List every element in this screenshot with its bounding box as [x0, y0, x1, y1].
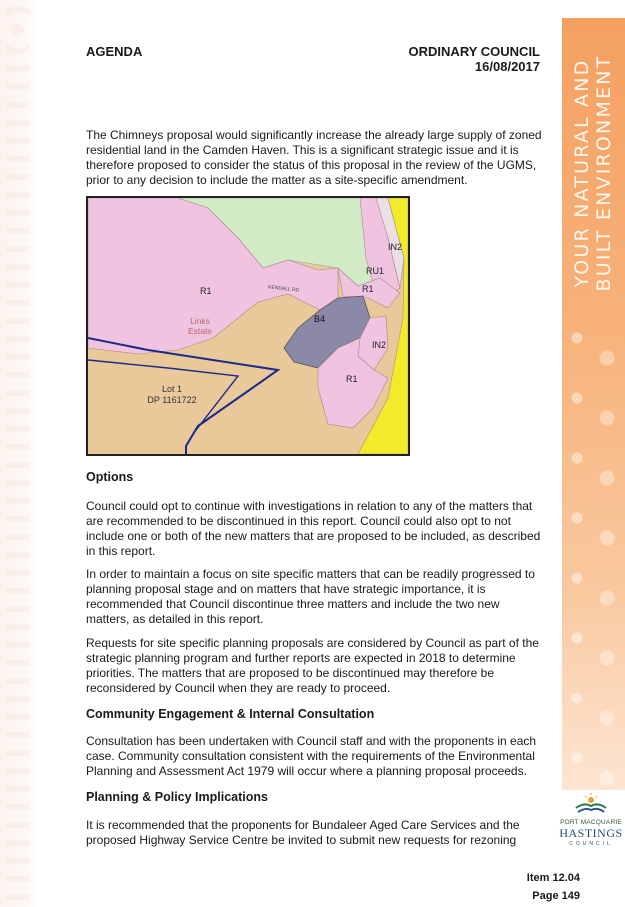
policy-paragraph-1: It is recommended that the proponents for Bundaleer Aged Care Services and the proposed Highway Service Centre be invited to submit new requests for rezoning: [86, 818, 520, 847]
banner-line-2: BUILT ENVIRONMENT: [593, 54, 615, 292]
options-paragraph-2: In order to maintain a focus on site specific matters that can be readily progressed to planning proposal stage and on matters that have strategic importance, it is recommended that Council discontinue three matters and include the two new matters, as detailed in this report.: [86, 567, 535, 626]
page-background-pattern: [0, 0, 40, 907]
zoning-map: [86, 196, 410, 456]
map-label-b4: B4: [314, 314, 326, 324]
options-paragraph-1: Council could opt to continue with investigations in relation to any of the matters that are recommended to be discontinued in this report. Council could also opt to not include one or both of the new matters that are proposed to be included, as described in this report.: [86, 499, 541, 558]
logo-text-line-3: COUNCIL: [569, 841, 613, 847]
banner-pattern: [562, 318, 625, 790]
links-estate-line-2: Estate: [187, 326, 213, 336]
options-heading: Options: [86, 470, 134, 484]
map-label-ru1: RU1: [366, 266, 385, 276]
logo-text-line-2: HASTINGS: [559, 826, 623, 840]
policy-heading: Planning & Policy Implications: [86, 790, 268, 804]
community-paragraph-1: Consultation has been undertaken with Council staff and with the proponents in each case. Community consultation consistent with the requirements of the Environmental Planning and Assessment Act 1979 will occur where a planning proposal proceeds.: [86, 734, 537, 778]
logo-emblem-icon: [574, 792, 608, 814]
map-label-road: KENDALL RD: [267, 284, 300, 294]
banner-line-1: YOUR NATURAL AND: [571, 58, 593, 288]
footer-page: Page 149: [532, 890, 580, 902]
council-logo: [556, 792, 625, 847]
banner-text: [562, 42, 625, 292]
map-label-in2-top: IN2: [388, 242, 403, 252]
map-label-in2-mid: IN2: [372, 340, 387, 350]
map-label-r1-top: R1: [362, 284, 374, 294]
map-label-lot: [140, 384, 204, 406]
links-estate-line-1: Links: [190, 316, 210, 326]
header-meeting-date: 16/08/2017: [474, 59, 540, 74]
logo-text-line-1: PORT MACQUARIE: [560, 819, 622, 826]
options-paragraph-3: Requests for site specific planning proposals are considered by Council as part of the strategic planning program and further reports are expected in 2018 to determine priorities. The matters that are proposed to be discontinued may therefore be reconsidered by Council when they are ready to proceed.: [86, 636, 539, 695]
map-label-r1-bottom: R1: [346, 374, 358, 384]
intro-paragraph: The Chimneys proposal would significantly increase the already large supply of zoned residential land in the Camden Haven. This is a significant strategic issue and it is therefore proposed to consider the status of this proposal in the review of the UGMS, prior to any decision to include the matter as a site-specific amendment.: [86, 128, 542, 187]
footer-item: Item 12.04: [526, 872, 580, 884]
header-meeting: [409, 44, 540, 74]
header-agenda: AGENDA: [86, 44, 143, 59]
community-heading: Community Engagement & Internal Consultation: [86, 707, 375, 721]
lot-line-2: DP 1161722: [147, 395, 197, 405]
header-meeting-title: ORDINARY COUNCIL: [408, 44, 540, 59]
side-banner: [562, 18, 625, 790]
zoning-map-graphic: [88, 198, 408, 454]
lot-line-1: Lot 1: [161, 384, 183, 394]
map-label-links-estate: [180, 316, 220, 336]
map-label-r1-left: R1: [200, 286, 212, 296]
